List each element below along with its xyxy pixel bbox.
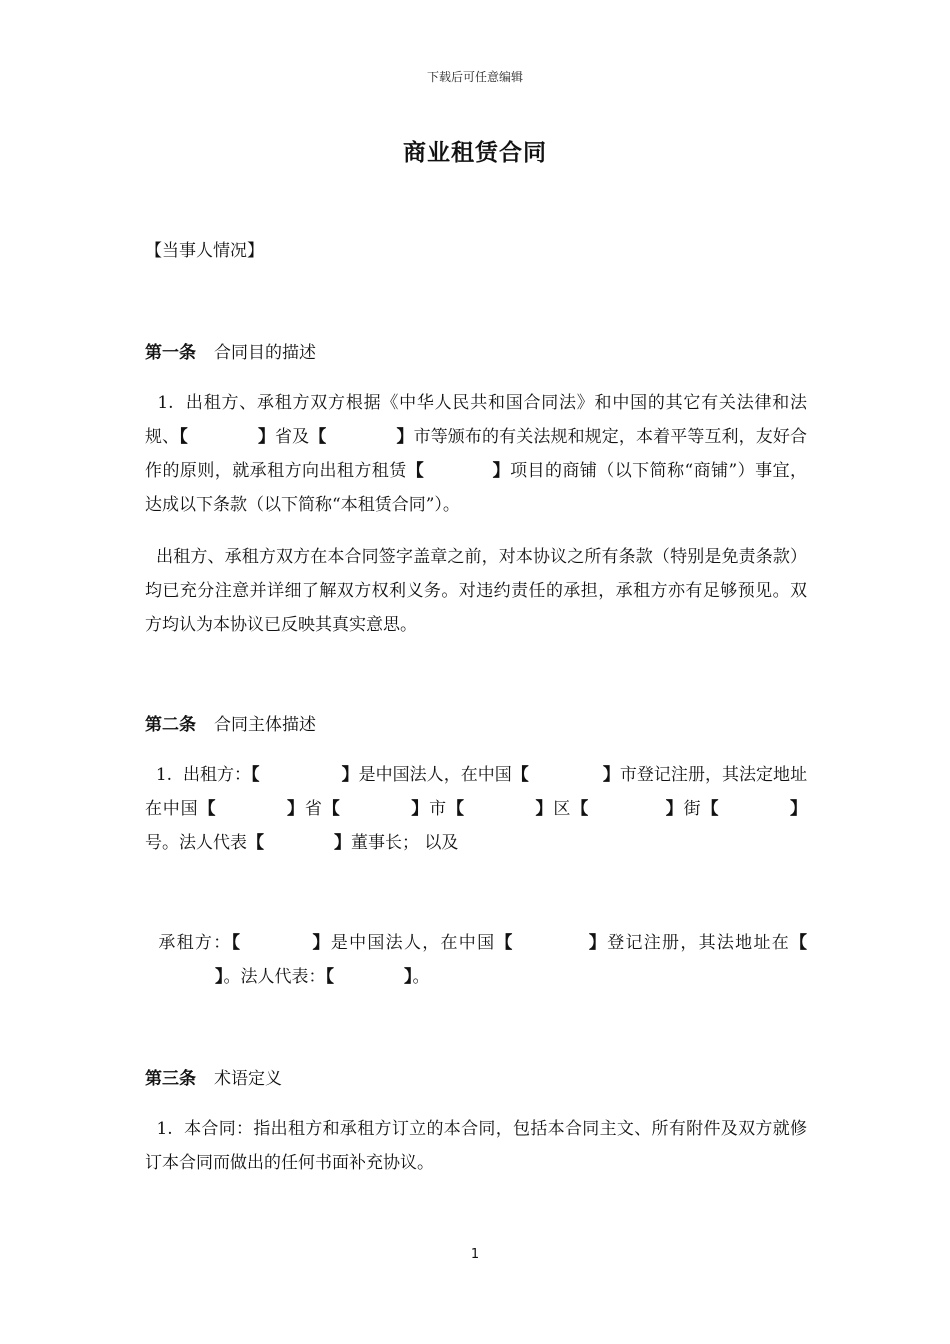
page-number: 1 xyxy=(470,1247,480,1262)
parties-heading: 【当事人情况】 xyxy=(145,241,264,261)
blank-field-open: 【 xyxy=(247,833,264,853)
blank-field-close: 】 xyxy=(396,427,414,447)
blank-field-close: 】 xyxy=(341,765,359,785)
blank-field-close: 】 xyxy=(257,427,276,447)
blank-field-close: 】 xyxy=(215,967,224,987)
article-2-name: 合同主体描述 xyxy=(214,715,316,735)
blank-field-close: 】 xyxy=(334,833,351,853)
paragraph-text: 项目的商铺（以下简称“商铺”）事宜，达成以下条款（以下简称“本租赁合同”）。 xyxy=(145,461,808,515)
blank-field-open: 【 xyxy=(309,427,327,447)
blank-field-close: 】 xyxy=(404,967,413,987)
article-2-paragraph-1 xyxy=(145,758,807,860)
paragraph-text: 是中国法人，在中国 xyxy=(330,933,496,953)
paragraph-text: 市登记注册，其法定地址在中国 xyxy=(145,765,808,819)
blank-field-open: 【 xyxy=(198,799,217,819)
list-number: 1. xyxy=(157,393,174,413)
blank-field-open: 【 xyxy=(495,933,514,953)
paragraph-text: 号。法人代表 xyxy=(145,833,247,853)
paragraph-text: 登记注册，其法地址在 xyxy=(607,933,791,953)
blank-field-open: 【 xyxy=(325,967,334,987)
article-3-paragraph-1 xyxy=(145,1112,807,1180)
blank-field-open: 【 xyxy=(571,799,589,819)
blank-field-open: 【 xyxy=(446,799,465,819)
blank-field-close: 】 xyxy=(602,765,620,785)
blank-field-open: 【 xyxy=(251,765,260,785)
blank-field-close: 】 xyxy=(587,933,608,953)
paragraph-text: 市等颁布的有关法规和规定，本着平等互利，友好合作的原则，就承租方向出租方租赁 xyxy=(145,427,807,481)
blank-field-close: 】 xyxy=(492,461,511,481)
paragraph-text: 。 xyxy=(412,967,430,987)
article-1-number: 第一条 xyxy=(145,343,196,363)
paragraph-text: 出租方、承租方双方根据《中华人民共和国合同法》和中国的其它有关法律和法规、 xyxy=(145,393,807,447)
blank-field-close: 】 xyxy=(534,799,554,819)
paragraph-text: 董事长； 以及 xyxy=(351,833,459,853)
article-2-paragraph-2 xyxy=(145,926,807,994)
paragraph-text: 出租方、承租方双方在本合同签字盖章之前，对本协议之所有条款（特别是免责条款）均已充分注意并详细了解双方权利义务。对违约责任的承担，承租方亦有足够预见。双方均认为本协议已反映其真实意思。 xyxy=(145,547,807,635)
paragraph-text: 。法人代表： xyxy=(223,967,326,987)
paragraph-text: 街 xyxy=(683,799,702,819)
blank-field-close: 】 xyxy=(286,799,305,819)
blank-field-close: 】 xyxy=(789,799,808,819)
paragraph-text: 本合同：指出租方和承租方订立的本合同，包括本合同主文、所有附件及双方就修订本合同而做出的任何书面补充协议。 xyxy=(145,1119,808,1173)
list-number: 1. xyxy=(156,1119,173,1139)
blank-field-close: 】 xyxy=(311,933,331,953)
blank-field-close: 】 xyxy=(665,799,684,819)
blank-field-open: 【 xyxy=(701,799,720,819)
list-number: 1. xyxy=(155,765,173,785)
article-2-heading xyxy=(145,708,807,742)
article-1-paragraph-2 xyxy=(145,540,807,642)
paragraph-text: 市 xyxy=(429,799,447,819)
blank-field-close: 】 xyxy=(410,799,430,819)
article-3-number: 第三条 xyxy=(145,1069,196,1089)
article-1-paragraph-1 xyxy=(145,386,807,522)
article-1-heading xyxy=(145,336,807,370)
article-2-number: 第二条 xyxy=(145,715,196,735)
article-3-heading xyxy=(145,1062,807,1096)
paragraph-text: 区 xyxy=(553,799,572,819)
paragraph-text: 是中国法人，在中国 xyxy=(358,765,512,785)
paragraph-text: 承租方： xyxy=(158,933,232,953)
blank-field-open: 【 xyxy=(511,765,529,785)
paragraph-text: 出租方： xyxy=(182,765,252,785)
blank-field-open: 【 xyxy=(790,933,808,953)
blank-field-open: 【 xyxy=(179,427,188,447)
article-3-name: 术语定义 xyxy=(214,1069,282,1089)
page-header: 下载后可任意编辑 xyxy=(426,70,523,84)
document-title: 商业租赁合同 xyxy=(403,140,547,166)
blank-field-open: 【 xyxy=(231,933,242,953)
paragraph-text: 省 xyxy=(304,799,323,819)
blank-field-open: 【 xyxy=(322,799,341,819)
paragraph-text: 省及 xyxy=(275,427,310,447)
article-1-name: 合同目的描述 xyxy=(214,343,316,363)
blank-field-open: 【 xyxy=(406,461,425,481)
